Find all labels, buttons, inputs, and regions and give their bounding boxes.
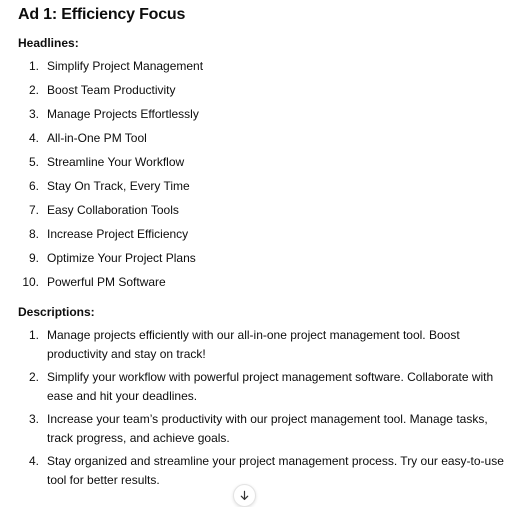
list-item (18, 273, 203, 297)
descriptions-label: Descriptions: (18, 305, 95, 319)
list-item (18, 57, 203, 81)
ad-title: Ad 1: Efficiency Focus (18, 6, 186, 23)
list-number: 6. (28, 179, 39, 193)
headline-text: Stay On Track, Every Time (47, 179, 190, 193)
list-item (18, 410, 505, 448)
description-text: Simplify your workflow with powerful project management software. Collaborate with ease and hit your deadlines. (47, 370, 494, 403)
description-text: Manage projects efficiently with our all-in-one project management tool. Boost productivity and stay on track! (47, 328, 460, 361)
list-number: 5. (28, 155, 39, 169)
list-number: 4. (28, 454, 39, 468)
descriptions-list (18, 326, 505, 494)
list-number: 2. (28, 370, 39, 384)
list-item (18, 326, 505, 364)
scroll-to-bottom-button[interactable] (233, 484, 256, 507)
list-item (18, 452, 505, 490)
list-number: 2. (28, 83, 39, 97)
headline-text: Powerful PM Software (47, 275, 166, 289)
headline-text: Boost Team Productivity (47, 83, 176, 97)
list-item (18, 81, 203, 105)
list-number: 1. (28, 328, 39, 342)
headline-text: Simplify Project Management (47, 59, 204, 73)
headline-text: Streamline Your Workflow (47, 155, 185, 169)
list-number: 10. (22, 275, 39, 289)
headline-text: Easy Collaboration Tools (47, 203, 179, 217)
headline-text: Increase Project Efficiency (47, 227, 189, 241)
headline-text: All-in-One PM Tool (47, 131, 147, 145)
list-item (18, 105, 203, 129)
list-item (18, 225, 203, 249)
list-number: 4. (28, 131, 39, 145)
list-number: 9. (28, 251, 39, 265)
description-text: Increase your team’s productivity with our project management tool. Manage tasks, track progress, and achieve goals. (47, 412, 488, 445)
list-item (18, 153, 203, 177)
headlines-list (18, 57, 203, 297)
list-item (18, 249, 203, 273)
list-number: 8. (28, 227, 39, 241)
arrow-down-icon (239, 490, 250, 501)
list-number: 3. (28, 107, 39, 121)
list-item (18, 129, 203, 153)
list-number: 3. (28, 412, 39, 426)
description-text: Stay organized and streamline your project management process. Try our easy-to-use tool for better results. (47, 454, 504, 487)
list-item (18, 177, 203, 201)
list-number: 1. (28, 59, 39, 73)
headline-text: Optimize Your Project Plans (47, 251, 196, 265)
list-item (18, 368, 505, 406)
headline-text: Manage Projects Effortlessly (47, 107, 199, 121)
list-item (18, 201, 203, 225)
headlines-label: Headlines: (18, 36, 79, 50)
list-number: 7. (28, 203, 39, 217)
